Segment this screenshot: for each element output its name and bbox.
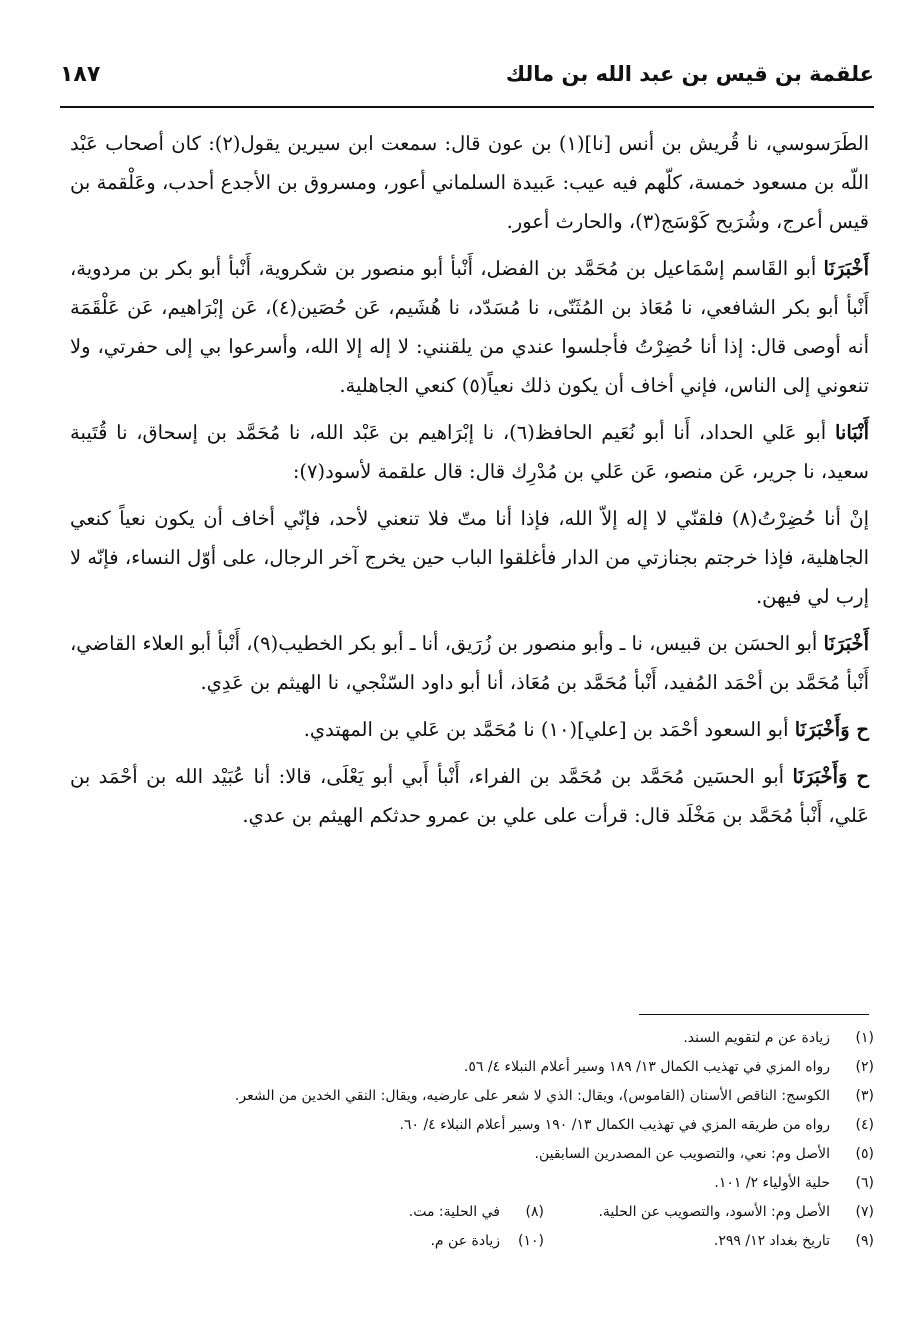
running-title: علقمة بن قيس بن عبد الله بن مالك bbox=[505, 62, 874, 86]
footnote-number: (٥) bbox=[855, 1146, 874, 1162]
footnote-number: (٧) bbox=[855, 1204, 874, 1220]
paragraph-lead: أَنْبَانا bbox=[834, 421, 869, 444]
footnote bbox=[60, 1053, 874, 1082]
footnote bbox=[214, 1198, 544, 1227]
footnote bbox=[60, 1140, 874, 1169]
footnote-text: في الحلية: مت. bbox=[408, 1204, 500, 1220]
paragraph-lead: أَخْبَرَنَا bbox=[823, 257, 869, 280]
main-text bbox=[70, 124, 869, 843]
footnote bbox=[544, 1198, 874, 1227]
paragraph bbox=[70, 413, 869, 491]
footnote-text: زيادة عن م. bbox=[430, 1233, 500, 1249]
footnote bbox=[544, 1227, 874, 1256]
footnote-text: زيادة عن م لتقويم السند. bbox=[683, 1030, 830, 1046]
footnote bbox=[60, 1169, 874, 1198]
footnote bbox=[60, 1082, 874, 1111]
paragraph-lead: أَخْبَرَنَا bbox=[823, 632, 869, 655]
paragraph-text: أبو القَاسم إسْمَاعيل بن مُحَمَّد بن الفضل، أَنْبأ أبو منصور بن شكروية، أَنْبأ أبو بكر بن مردوية، أَنْبأ أبو بكر الشافعي، نا مُعَاذ بن المُثَنّى، نا مُسَدّد، نا هُشَيم، عَن حُصَين(٤)، عَن إبْرَاهيم، عَن عَلْقَمَة أنه أوصى قال: إذا أنا حُضِرْتُ فأجلسوا عندي من يلقنني: لا إله إلا الله، وأسرعوا بي إلى حفرتي، ولا تنعوني إلى الناس، فإني أخاف أن يكون ذلك نعياً(٥) كنعي الجاهلية. bbox=[70, 257, 869, 397]
footnote bbox=[214, 1227, 544, 1256]
footnote-number: (٨) bbox=[525, 1204, 544, 1220]
footnotes bbox=[60, 1024, 874, 1256]
paragraph bbox=[70, 710, 869, 749]
footnote-row bbox=[60, 1198, 874, 1227]
paragraph-lead: ح وَأَخْبَرَنَا bbox=[794, 718, 869, 741]
paragraph bbox=[70, 624, 869, 702]
footnote-number: (١) bbox=[855, 1030, 874, 1046]
paragraph-text: أبو الحسَين مُحَمَّد بن مُحَمَّد بن الفراء، أَنْبأ أَبي أبو يَعْلَى، قالا: أنا عُبَيْد الله بن أحْمَد بن عَلي، أَنْبأ مُحَمَّد بن مَخْلَد قال: قرأت على علي بن عمرو حدثكم الهيثم بن عدي. bbox=[70, 765, 869, 827]
footnote-text: الأصل وم: الأسود، والتصويب عن الحلية. bbox=[598, 1204, 830, 1220]
footnote-number: (٩) bbox=[855, 1233, 874, 1249]
footnote-number: (٦) bbox=[855, 1175, 874, 1191]
footnote-separator bbox=[639, 1014, 869, 1015]
footnote bbox=[60, 1111, 874, 1140]
page-header bbox=[60, 62, 874, 108]
footnote-number: (١٠) bbox=[518, 1233, 544, 1249]
paragraph bbox=[70, 124, 869, 241]
footnote-text: الكوسج: الناقص الأسنان (القاموس)، ويقال: الذي لا شعر على عارضيه، ويقال: النقي الخدين من الشعر. bbox=[234, 1088, 830, 1104]
footnote-text: تاريخ بغداد ١٢/ ٢٩٩. bbox=[713, 1233, 830, 1249]
footnote-row bbox=[60, 1227, 874, 1256]
paragraph bbox=[70, 757, 869, 835]
paragraph-text: أبو عَلي الحداد، أَنا أبو نُعَيم الحافظ(٦)، نا إبْرَاهيم بن عَبْد الله، نا مُحَمَّد بن إسحاق، نا قُتَيبة سعيد، نا جرير، عَن منصو، عَن عَلي بن مُدْرِك قال: قال علقمة لأسود(٧): bbox=[70, 421, 869, 483]
footnote-number: (٢) bbox=[855, 1059, 874, 1075]
footnote-number: (٣) bbox=[855, 1088, 874, 1104]
footnote bbox=[60, 1024, 874, 1053]
page-number: ١٨٧ bbox=[60, 62, 101, 87]
footnote-text: حلية الأولياء ٢/ ١٠١. bbox=[714, 1175, 830, 1191]
footnote-text: رواه المزي في تهذيب الكمال ١٣/ ١٨٩ وسير أعلام النبلاء ٤/ ٥٦. bbox=[463, 1059, 830, 1075]
paragraph-text: إنْ أنا حُضِرْتُ(٨) فلقنّي لا إله إلاّ الله، فإذا أنا متّ فلا تنعني لأحد، فإنّي أخاف أن يكون نعياً كنعي الجاهلية، فإذا خرجتم بجنازتي من الدار فأغلقوا الباب حين يخرج آخر الرجال، على أوّل النساء، فإنّه لا إرب لي فيهن. bbox=[70, 507, 869, 608]
paragraph bbox=[70, 249, 869, 405]
paragraph-text: أبو الحسَن بن قبيس، نا ـ وأبو منصور بن زُرَيق، أنا ـ أبو بكر الخطيب(٩)، أَنْبأ أبو العلاء القاضي، أَنْبأ مُحَمَّد بن أحْمَد المُفيد، أَنْبأ مُحَمَّد بن مُعَاذ، أنا أبو داود السّنْجي، نا الهيثم بن عَدِي. bbox=[70, 632, 869, 694]
footnote-text: الأصل وم: نعي، والتصويب عن المصدرين السابقين. bbox=[534, 1146, 830, 1162]
footnote-text: رواه من طريقه المزي في تهذيب الكمال ١٣/ ١٩٠ وسير أعلام النبلاء ٤/ ٦٠. bbox=[399, 1117, 830, 1133]
footnote-number: (٤) bbox=[855, 1117, 874, 1133]
paragraph-text: أبو السعود أحْمَد بن [علي](١٠) نا مُحَمَّد بن عَلي بن المهتدي. bbox=[303, 718, 795, 741]
paragraph-lead: ح وَأَخْبَرَنَا bbox=[792, 765, 870, 788]
paragraph bbox=[70, 499, 869, 616]
paragraph-text: الطَرَسوسي، نا قُريش بن أنس [نا](١) بن عون قال: سمعت ابن سيرين يقول(٢): كان أصحاب عَبْد اللّه بن مسعود خمسة، كلّهم فيه عيب: عَبيدة السلماني أعور، ومسروق بن الأجدع أحدب، وعَلْقمة بن قيس أعرج، وشُرَيح كَوْسَج(٣)، والحارث أعور. bbox=[70, 132, 870, 233]
